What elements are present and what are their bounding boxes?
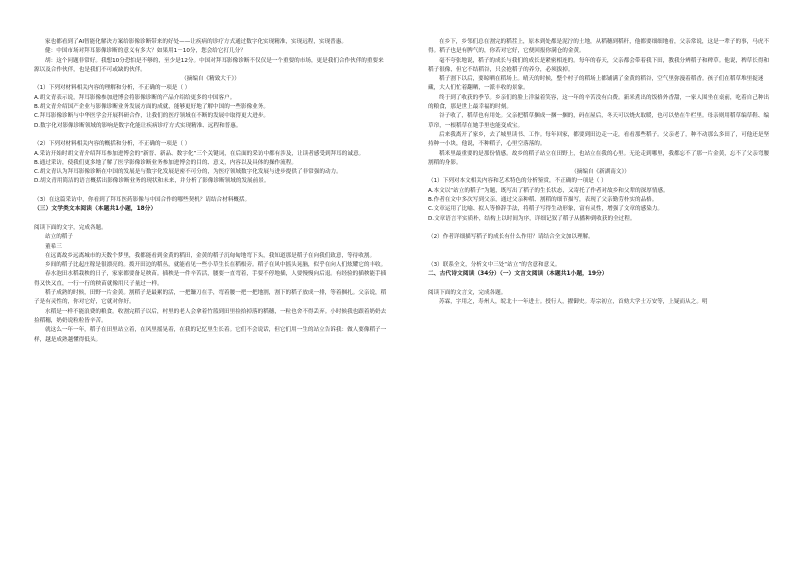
intro-paragraph: 家也都看到了AI智能化解决方案给影像诊断带来的好处——让疾病的诊疗方式通过数字化实现精准，实现远程，实现普惠。	[45, 39, 347, 45]
question-2-stem: （2）作者详细描写稻子的成长有什么作用？请结合全文加以理解。	[428, 234, 594, 241]
question-1-option-b: B.胡文青介绍国产企业与影像诊断业务发展方面的成就，能够更好地了解中国的一些影像业务。	[34, 104, 269, 111]
question-1-option-d: D.文章语言平实质朴，结构上以时间为序，详细记叙了稻子从播种到收获的全过程。	[428, 215, 636, 222]
reading-instruction: 阅读下面的文言文，完成各题。	[428, 290, 507, 297]
question-1-option-d: D.数字化对影像诊断领域的影响是数字化能让疾病诊疗方式实现精准、远程和普惠。	[34, 122, 242, 129]
right-column	[428, 38, 773, 308]
question-1-option-c: C.文章运用了比喻、拟人等修辞手法，将稻子写得生动形象，富有灵性，增强了文章的感染力。	[428, 206, 664, 213]
intro-source: （摘编自《精致大千》）	[181, 76, 240, 83]
question-3-stem: （3）在这篇采访中，你看到了拜耳医药影像与中国合作的哪些契机？请结合材料概括。	[34, 197, 251, 204]
question-1-option-c: C.拜耳影像诊断与中华医学会开展科研合作，让我们的医疗领域在不断的发展中取得更大进步。	[34, 113, 270, 120]
reading-instruction: 阅读下面的文字，完成各题。	[34, 224, 107, 231]
story-paragraph: 就这么一年一年，稻子在田里站立着，在风里摇晃着，在我的记忆里生长着。它们不会说话，但它们用一生的站立告诉我：做人要像稻子一样，越是成熟越懂得低头。	[34, 327, 387, 343]
story-paragraph: 后来我离开了家乡，去了城里读书、工作。每年回家，都要到田边走一走，看看那些稻子。父亲老了，种不动那么多田了，可他还是坚持种一小块，他说，不种稻子，心里空落落的。	[428, 131, 770, 148]
left-column	[34, 38, 387, 345]
story-paragraph: 毫不夸张地说，稻子的成长与我们的成长是紧密相连的。每年的春天，父亲都会带着我下田，教我分辨稻子和稗草。他说，稗草长得和稻子很像，但它不结稻谷，只会抢稻子的养分，必须拔掉。	[428, 57, 770, 73]
story-paragraph: 终于到了收获的季节。乡亲们的脸上洋溢着笑容，这一年的辛苦没有白费。新米煮出的饭格外香甜，一家人围坐在桌前，吃着自己种出的粮食，那是世上最幸福的时刻。	[428, 94, 770, 111]
story-paragraph: 稻米里最重要的是那份情感。故乡的稻子站立在田野上，也站立在我的心里。无论走到哪里，我都忘不了那一片金黄，忘不了父亲弯腰割稻的身影。	[428, 150, 770, 166]
story-paragraph: 稻子成熟的时候，田野一片金黄。割稻子是最累的活，一把镰刀在手，弯着腰一把一把地割，割下的稻子放成一排，等着捆扎。父亲说，稻子是有灵性的，你对它好，它就对你好。	[34, 290, 387, 306]
classical-paragraph: 苏霖，字用之，寿州人，皖北十一年进士。授行人，擢御史。寿宗初立，首劾大学士万安等，上疑而从之。明	[439, 299, 708, 306]
story-paragraph: 稻子割下以后，要晾晒在稻场上。晴天的时候，整个村子的稻场上都铺满了金黄的稻谷，空气里弥漫着稻香。孩子们在稻草堆里捉迷藏，大人们忙着翻晒，一派丰收的景象。	[428, 76, 764, 92]
question-2-option-a: A.采访开始时胡文青介绍拜耳参加进博会的“新晋、新品、数字化”三个关键词，在后面的采访中都有涉及，让读者感受到拜耳的诚意。	[34, 150, 365, 157]
section-heading: 二、古代诗文阅读（34分）（一）文言文阅读（本题共1小题，19分）	[428, 271, 608, 278]
question-2-stem: （2）下列对材料相关内容的概括和分析，不正确的一项是（ ）	[34, 141, 191, 148]
question-3-stem: （3）联系全文，分析文中三处“站立”的含意和意义。	[428, 262, 561, 269]
story-paragraph: 春水泡田水稻栽秧的日子，家家都要备足秧苗。插秧是一件辛苦活，腰要一直弯着，手要不停地插，人要慢慢向后退。有经验的插秧能手插得又快又直，一行一行的秧苗就像用尺子量过一样。	[34, 271, 387, 287]
story-title: 站立的稻子	[45, 234, 73, 241]
question-2-option-d: D.胡文青用简洁的语言概括出影像诊断业务的现状和未来，并分析了影像诊断领域的发展前景。	[34, 178, 270, 185]
story-paragraph: 水稻是一样不能浪费的粮食。收割完稻子以后，村里的老人会拿着竹篮到田里捡拾掉落的稻穗，一粒也舍不得丢弃。小时候我也跟着奶奶去捡稻穗，奶奶说粒粒皆辛苦。	[34, 308, 387, 324]
question-1-option-a: A.本文以“站立的稻子”为题，既写出了稻子的生长状态，又寄托了作者对故乡和父辈的深厚情感。	[428, 187, 669, 194]
question-1-stem: （1）下列对本文相关内容和艺术特色的分析鉴赏，不正确的一项是（ ）	[428, 178, 607, 185]
intro-paragraph: 健：中国市场对拜耳影像诊断的意义有多大？如果用1－10分，您会给它打几分？	[45, 48, 246, 55]
story-paragraph: 乡间的稻子比起庄稼是很漂亮的。拨开田边的稻丛，就能看见一些小草生长在稻根旁。稻子在风中摇头晃脑，似乎在向人们炫耀它的丰收。	[45, 262, 387, 269]
section-heading: （三）文学类文本阅读（本题共1小题，18分）	[34, 206, 157, 213]
question-1-option-b: B.作者在文中多次写到父亲，通过父亲种稻、割稻的细节描写，表现了父亲勤劳朴实的品格。	[428, 197, 658, 204]
question-1-stem: （1）下列对材料相关内容的理解和分析，不正确的一项是（ ）	[34, 85, 191, 92]
question-2-option-c: C.胡文青认为拜耳影像诊断在中国的发展是与数字化发展是密不可分的，为医疗领域数字化发展与进步提供了非常强的动力。	[34, 169, 342, 176]
question-2-option-b: B.通过采访，使我们更多地了解了医学影像诊断业务参加进博会的目的、意义，内容以及具体的操作流程。	[34, 159, 297, 166]
story-author: 董希三	[45, 243, 62, 250]
question-1-option-a: A.胡文青表示说，拜耳影像参加进博会将影像诊断的产品介绍给更多的中国客户。	[34, 94, 236, 101]
story-paragraph: 谷子收了，稻草也有用处。父亲把稻草捆成一捆一捆的，码在屋后，冬天可以烧火取暖，也可以垫在牛栏里。母亲则用稻草编草鞋、编草帘，一根稻草在她手里也能变成宝。	[428, 113, 770, 129]
intro-paragraph: 胡：这个问题非常好。我想10分恐怕是不够的，至少是12分。中国对拜耳影像诊断不仅仅是一个重要的市场，更是我们合作伙伴的重要来源以及合作伙伴，也是我们不可或缺的伙伴。	[34, 57, 384, 73]
story-paragraph: 在乡下，乡邻们总在割完的稻茬上，原本到处都是泥泞的土地，从稻穗到稻秆，他都要细细地看，父亲常说，这是一辈子的事，马虎不得。稻子也是有脾气的，你若对它好，它便回报你满仓的金黄。	[428, 39, 770, 55]
story-paragraph: 在远离故乡远离城市的天数个梦里，我都能看到金黄的稻田，金黄的稻子沉甸甸地弯下头，我知道那是稻子在向我们致意，等待收割。	[45, 252, 376, 259]
story-source: （摘编自《新湖南文》）	[571, 169, 630, 176]
